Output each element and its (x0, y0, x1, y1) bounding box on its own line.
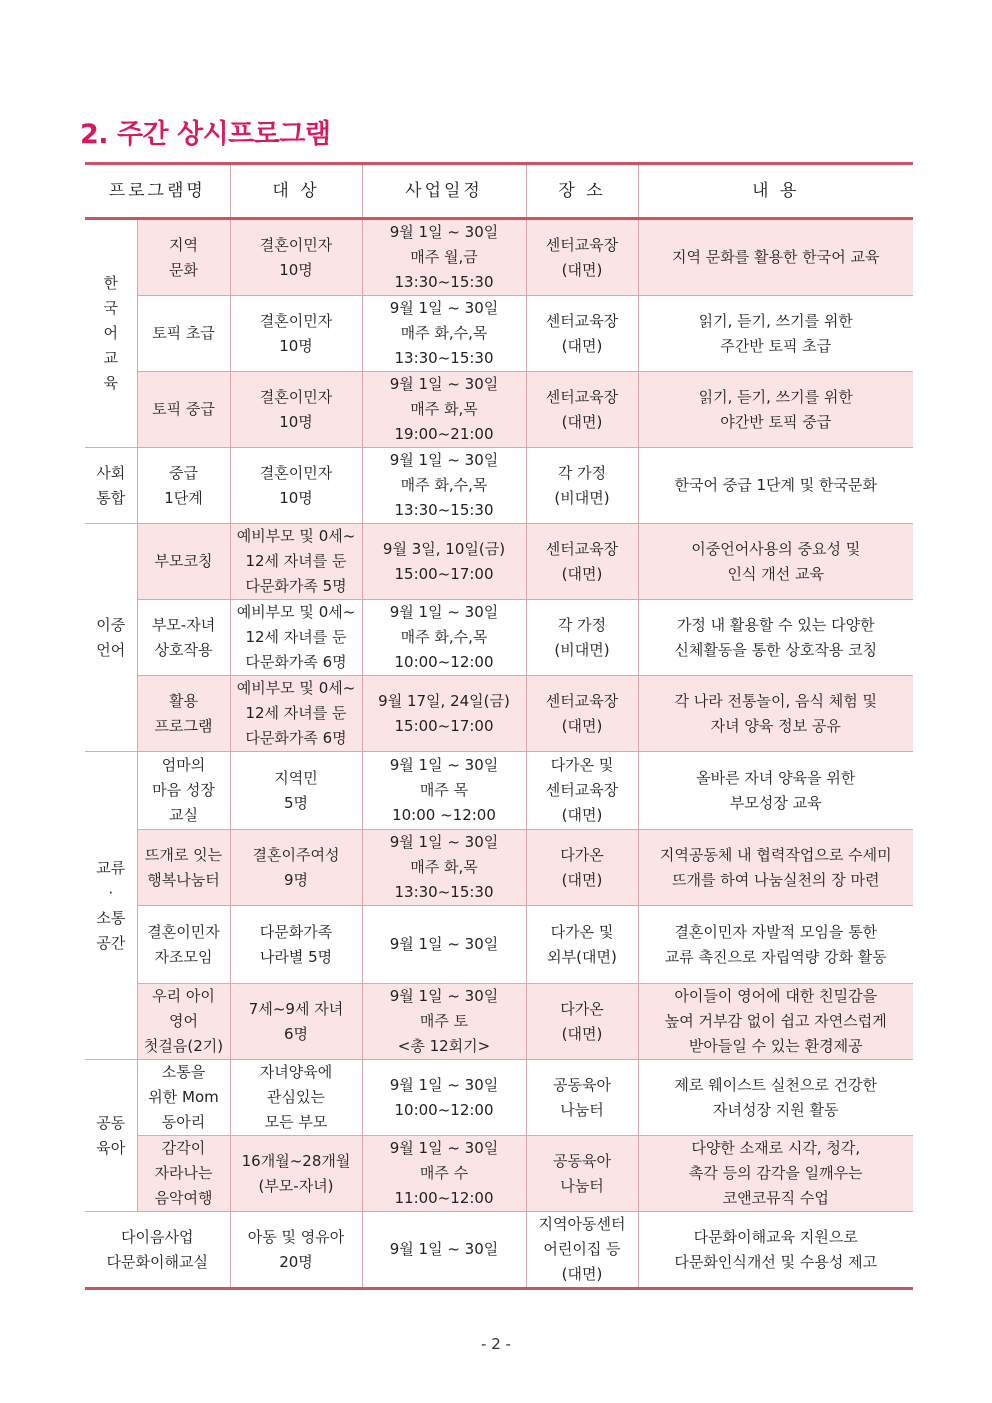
place-cell: 센터교육장 (대면) (526, 296, 638, 372)
target-cell: 결혼이민자 10명 (230, 296, 362, 372)
table-row (85, 906, 913, 984)
table-row (85, 984, 913, 1060)
content-cell: 올바른 자녀 양육을 위한 부모성장 교육 (638, 752, 913, 830)
place-cell: 센터교육장 (대면) (526, 524, 638, 600)
schedule-cell: 9월 17일, 24일(금) 15:00~17:00 (362, 676, 526, 752)
content-cell: 각 나라 전통놀이, 음식 체험 및 자녀 양육 정보 공유 (638, 676, 913, 752)
program-name-cell: 뜨개로 잇는 행복나눔터 (137, 830, 230, 906)
target-cell: 결혼이민자 10명 (230, 448, 362, 524)
program-name-cell: 엄마의 마음 성장 교실 (137, 752, 230, 830)
program-name-cell: 토픽 초급 (137, 296, 230, 372)
schedule-cell: 9월 1일 ~ 30일 (362, 906, 526, 984)
place-cell: 각 가정 (비대면) (526, 600, 638, 676)
table-row (85, 830, 913, 906)
target-cell: 지역민 5명 (230, 752, 362, 830)
header-program-name: 프로그램명 (85, 164, 230, 219)
program-name-cell: 토픽 중급 (137, 372, 230, 448)
target-cell: 7세~9세 자녀 6명 (230, 984, 362, 1060)
target-cell: 결혼이민자 10명 (230, 219, 362, 296)
table-row (85, 752, 913, 830)
place-cell: 공동육아 나눔터 (526, 1060, 638, 1136)
program-name-cell: 소통을 위한 Mom 동아리 (137, 1060, 230, 1136)
table-row (85, 448, 913, 524)
program-name-cell: 활용 프로그램 (137, 676, 230, 752)
table-row (85, 1212, 913, 1289)
table-header-row (85, 164, 913, 219)
place-cell: 센터교육장 (대면) (526, 219, 638, 296)
target-cell: 예비부모 및 0세~ 12세 자녀를 둔 다문화가족 6명 (230, 600, 362, 676)
header-schedule: 사업일정 (362, 164, 526, 219)
place-cell: 센터교육장 (대면) (526, 372, 638, 448)
category-cell: 공동 육아 (85, 1060, 137, 1212)
header-place: 장 소 (526, 164, 638, 219)
place-cell: 공동육아 나눔터 (526, 1136, 638, 1212)
place-cell: 다가온 (대면) (526, 830, 638, 906)
schedule-cell: 9월 1일 ~ 30일 매주 화,수,목 13:30~15:30 (362, 448, 526, 524)
content-cell: 읽기, 듣기, 쓰기를 위한 주간반 토픽 초급 (638, 296, 913, 372)
section-title: 2. 주간 상시프로그램 (80, 119, 331, 150)
content-cell: 지역 문화를 활용한 한국어 교육 (638, 219, 913, 296)
program-name-cell: 중급 1단계 (137, 448, 230, 524)
schedule-cell: 9월 1일 ~ 30일 매주 화,목 13:30~15:30 (362, 830, 526, 906)
schedule-cell: 9월 1일 ~ 30일 매주 월,금 13:30~15:30 (362, 219, 526, 296)
content-cell: 한국어 중급 1단계 및 한국문화 (638, 448, 913, 524)
program-name-cell: 결혼이민자 자조모임 (137, 906, 230, 984)
table-row (85, 1136, 913, 1212)
table-row (85, 600, 913, 676)
content-cell: 제로 웨이스트 실천으로 건강한 자녀성장 지원 활동 (638, 1060, 913, 1136)
content-cell: 아이들이 영어에 대한 친밀감을 높여 거부감 없이 쉽고 자연스럽게 받아들일 수 있는 환경제공 (638, 984, 913, 1060)
table-row (85, 1060, 913, 1136)
content-cell: 결혼이민자 자발적 모임을 통한 교류 촉진으로 자립역량 강화 활동 (638, 906, 913, 984)
table-row (85, 219, 913, 296)
target-cell: 다문화가족 나라별 5명 (230, 906, 362, 984)
place-cell: 다가온 및 외부(대면) (526, 906, 638, 984)
content-cell: 다양한 소재로 시각, 청각, 촉각 등의 감각을 일깨우는 코앤코뮤직 수업 (638, 1136, 913, 1212)
target-cell: 결혼이민자 10명 (230, 372, 362, 448)
category-cell: 한 국 어 교 육 (85, 219, 137, 448)
target-cell: 아동 및 영유아 20명 (230, 1212, 362, 1289)
page-number: - 2 - (481, 1335, 511, 1353)
schedule-cell: 9월 1일 ~ 30일 매주 수 11:00~12:00 (362, 1136, 526, 1212)
program-name-cell: 감각이 자라나는 음악여행 (137, 1136, 230, 1212)
content-cell: 다문화이해교육 지원으로 다문화인식개선 및 수용성 제고 (638, 1212, 913, 1289)
content-cell: 읽기, 듣기, 쓰기를 위한 야간반 토픽 중급 (638, 372, 913, 448)
target-cell: 자녀양육에 관심있는 모든 부모 (230, 1060, 362, 1136)
program-name-cell: 다이음사업 다문화이해교실 (85, 1212, 230, 1289)
table-row (85, 524, 913, 600)
place-cell: 다가온 및 센터교육장 (대면) (526, 752, 638, 830)
category-cell: 사회 통합 (85, 448, 137, 524)
program-table (85, 162, 913, 1290)
schedule-cell: 9월 1일 ~ 30일 매주 목 10:00 ~12:00 (362, 752, 526, 830)
target-cell: 결혼이주여성 9명 (230, 830, 362, 906)
schedule-cell: 9월 3일, 10일(금) 15:00~17:00 (362, 524, 526, 600)
program-name-cell: 부모-자녀 상호작용 (137, 600, 230, 676)
target-cell: 예비부모 및 0세~ 12세 자녀를 둔 다문화가족 5명 (230, 524, 362, 600)
place-cell: 다가온 (대면) (526, 984, 638, 1060)
schedule-cell: 9월 1일 ~ 30일 매주 토 <총 12회기> (362, 984, 526, 1060)
place-cell: 각 가정 (비대면) (526, 448, 638, 524)
target-cell: 예비부모 및 0세~ 12세 자녀를 둔 다문화가족 6명 (230, 676, 362, 752)
table-body (85, 219, 913, 1289)
schedule-cell: 9월 1일 ~ 30일 10:00~12:00 (362, 1060, 526, 1136)
place-cell: 센터교육장 (대면) (526, 676, 638, 752)
schedule-cell: 9월 1일 ~ 30일 (362, 1212, 526, 1289)
content-cell: 가정 내 활용할 수 있는 다양한 신체활동을 통한 상호작용 코칭 (638, 600, 913, 676)
program-name-cell: 지역 문화 (137, 219, 230, 296)
table-row (85, 296, 913, 372)
program-name-cell: 우리 아이 영어 첫걸음(2기) (137, 984, 230, 1060)
content-cell: 이중언어사용의 중요성 및 인식 개선 교육 (638, 524, 913, 600)
schedule-cell: 9월 1일 ~ 30일 매주 화,목 19:00~21:00 (362, 372, 526, 448)
category-cell: 교류 · 소통 공간 (85, 752, 137, 1060)
category-cell: 이중 언어 (85, 524, 137, 752)
place-cell: 지역아동센터 어린이집 등 (대면) (526, 1212, 638, 1289)
table-row (85, 372, 913, 448)
table-row (85, 676, 913, 752)
target-cell: 16개월~28개월 (부모-자녀) (230, 1136, 362, 1212)
header-target: 대 상 (230, 164, 362, 219)
schedule-cell: 9월 1일 ~ 30일 매주 화,수,목 10:00~12:00 (362, 600, 526, 676)
schedule-cell: 9월 1일 ~ 30일 매주 화,수,목 13:30~15:30 (362, 296, 526, 372)
header-content: 내 용 (638, 164, 913, 219)
content-cell: 지역공동체 내 협력작업으로 수세미 뜨개를 하여 나눔실천의 장 마련 (638, 830, 913, 906)
program-name-cell: 부모코칭 (137, 524, 230, 600)
